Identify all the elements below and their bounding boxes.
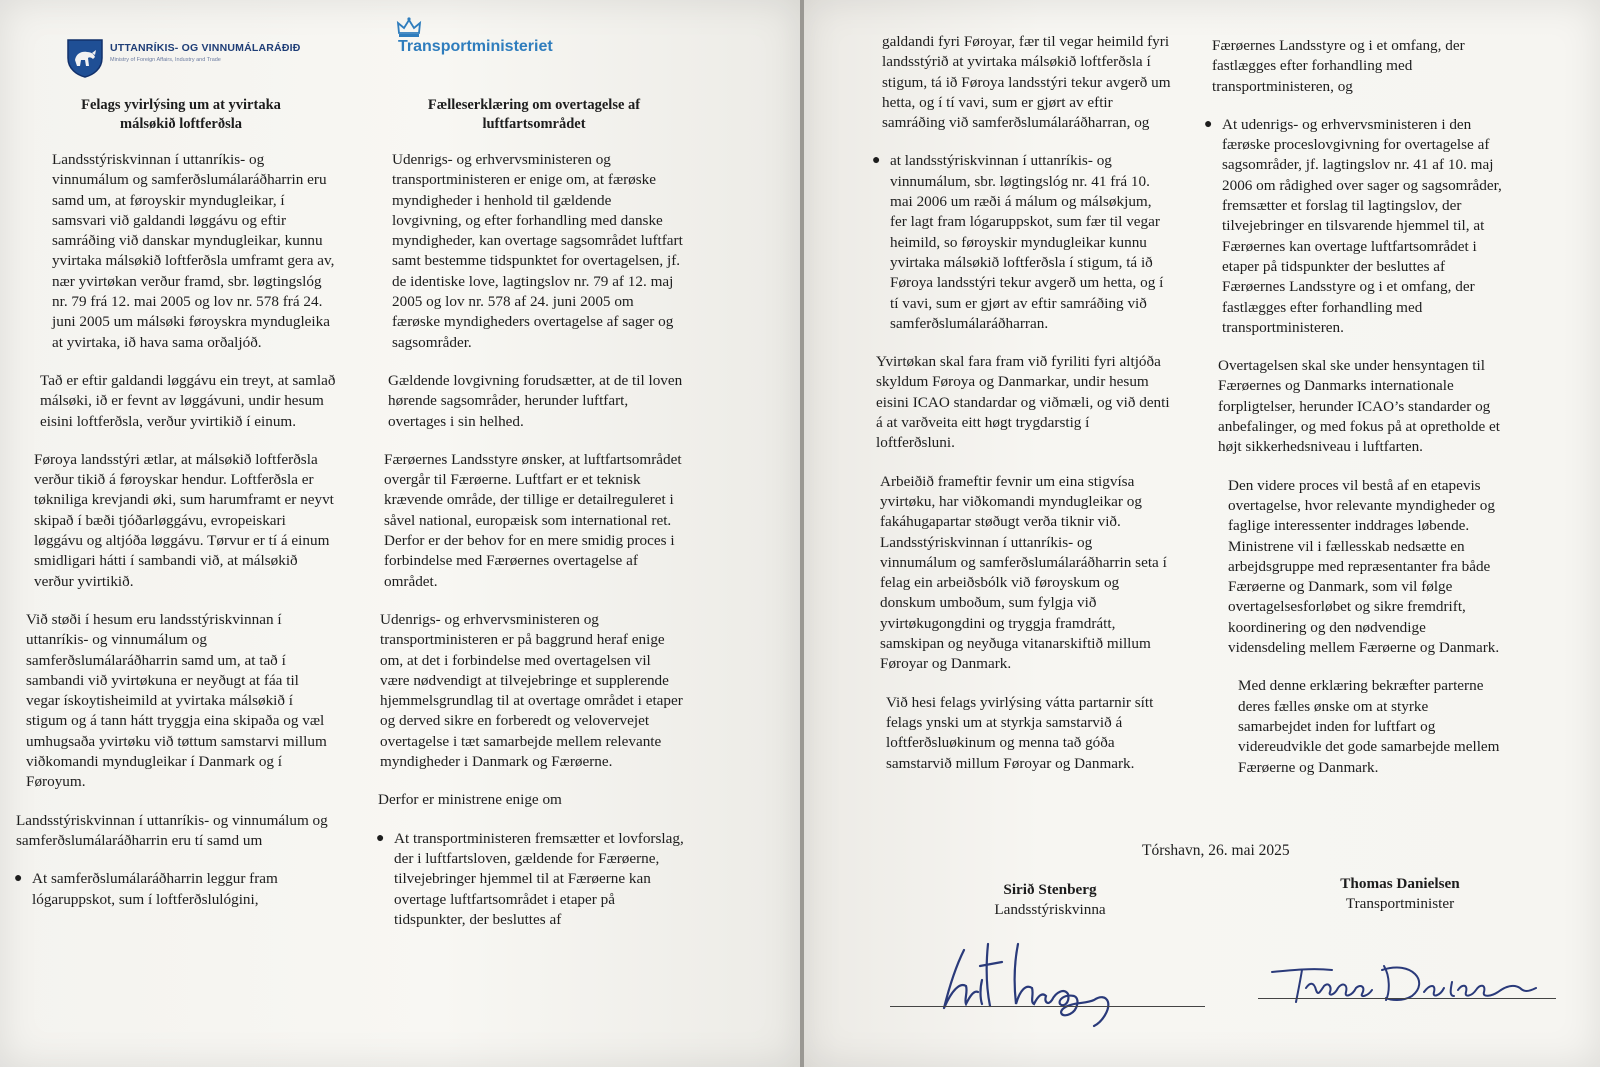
paragraph: Udenrigs- og erhvervsministeren og transportministeren er på baggrund heraf enige om, at det i forbindelse med overtagelsen vil være nødvendigt at tilvejebringe et supplerende hjemmelsgrundlag til at overtage området i etaper og derved sikre en forberedt og velovervejet overtagelse i tæt samarbejde mellem relevante myndigheder i Danmark og Færøerne. [380, 610, 683, 771]
signature-line-2 [1258, 998, 1556, 999]
paragraph: Færøernes Landsstyre ønsker, at luftfartsområdet overgår til Færøerne. Luftfart er et teknisk krævende område, der tillige er detailreguleret i såvel national, europæisk som international ret. Derfor er der behov for en mere smidig proces i forbindelse med Færøernes overtagelse af området. [384, 450, 682, 590]
signatory-1-title: Landsstýriskvinna [994, 901, 1106, 918]
paragraph: Den videre proces vil bestå af en etapevis overtagelse, hvor relevante myndigheder og faglige interessenter inddrages løbende. Ministrene vil i fællesskab nedsætte en arbejdsgruppe med repræsentanter fra både Færøerne og Danmark, som vil følge overtagelsesforløbet og sikre fremdrift, koordinering og den nødvendige vidensdeling mellem Færøerne og Danmark. [1228, 476, 1500, 657]
bullet-icon: ● [872, 153, 881, 169]
paragraph: Yvirtøkan skal fara fram við fyriliti fyri altjóða skyldum Føroya og Danmarkar, undir hesum eisini ICAO standardar og viðmæli, og við denti á at varðveita eitt høgt trygdarstig í loftferðsluni. [876, 353, 1170, 452]
danish-title: Fælleserklæring om overtagelse af luftfartsområdet [427, 97, 641, 132]
bullet-icon: ● [14, 871, 23, 887]
paragraph: Føroya landsstýri ætlar, at málsøkið loftferðsla verður tikið á føroyskar hendur. Loftferðsla er tøkniliga krevjandi øki, sum harumframt er neyvt skipað í bæði tjóðarløggávu, evropeiskari løggávu og altjóða løggávu. Tørvur er tí á einum smidligari hátti í sambandi við, at málsøkið verður yvirtikið. [34, 450, 334, 590]
danish-ministry-logo [396, 16, 616, 62]
place-and-date: Tórshavn, 26. mai 2025 [1142, 842, 1290, 859]
bullet-item [872, 151, 1172, 334]
signatory-2-title: Transportminister [1345, 895, 1455, 912]
faroese-column-1 [14, 96, 336, 928]
bullet-text: At transportministeren fremsætter et lovforslag, der i luftfartsloven, gældende for Færøerne, tilvejebringer hjemmel til at Færøerne kan overtage luftfartsområdet i etaper på tidspunkter, der besluttes af [394, 829, 684, 928]
paragraph: Overtagelsen skal ske under hensyntagen til Færøernes og Danmarks internationale forpligtelser, herunder ICAO’s standarder og anbefalinger, og med fokus på at opretholde et højt sikkerhedsniveau i luftfarten. [1218, 357, 1500, 456]
faroese-ministry-name: UTTANRÍKIS- OG VINNUMÁLARÁÐIÐ [110, 42, 301, 54]
signatory-2-name: Thomas Danielsen [1340, 875, 1460, 892]
bullet-text: at landsstýriskvinnan í uttanríkis- og vinnumálum, sbr. løgtingslóg nr. 41 frá 10. mai 2006 um ræði á málum og málsøkjum, fer lagt fram lógaruppskot, sum fær til vegar heimild, so føroyskir myndugleikar kunnu yvirtaka málsøkið loftferðsla í stigum, tá ið Føroya landsstýri tekur avgerð um hetta, og í tí vavi, sum er gjørt av eftir samráðing við samferðslumálaráðharran. [890, 152, 1164, 332]
coat-of-arms-icon [66, 38, 104, 78]
paragraph: Derfor er ministrene enige om [378, 791, 562, 809]
paragraph: galdandi fyri Føroyar, fær til vegar heimild fyri landsstýrið at yvirtaka málsøkið loftferðsla í stigum, tá ið Føroya landsstýri tekur avgerð um hetta, og í tí vavi, sum er gjørt av eftir samráðing við samferðslumálaráðharran, og [882, 33, 1171, 132]
faroese-ministry-logo [66, 36, 366, 80]
bullet-icon: ● [376, 830, 385, 846]
bullet-item [14, 869, 336, 910]
paragraph: Udenrigs- og erhvervsministeren og transportministeren er enige om, at færøske myndigheder i henhold til gældende lovgivning, og efter forhandling med danske myndigheder, kan overtage sagsområdet luftfart samt bestemme tidspunktet for overtagelsen, jf. de identiske love, lagtingslov nr. 79 af 12. maj 2005 og lov nr. 578 af 24. juni 2005 om færøske myndigheders overtagelse af sager og sagsområder. [392, 151, 683, 351]
bullet-text: At udenrigs- og erhvervsministeren i den færøske proceslovgivning for overtagelse af sagsområder, jf. lagtingslov nr. 41 af 10. maj 2006 om rådighed over sager og sagsområder, fremsætter et forslag til lagtingslov, der tilvejebringer en tilsvarende hjemmel til, at Færøernes kan overtage luftfartsområdet i etaper på tidspunkter der besluttes af Færøernes Landsstyre og i et omfang, der fastlægges efter forhandling med transportministeren. [1222, 115, 1502, 336]
signature-line-1 [890, 1006, 1205, 1007]
paragraph: Gældende lovgivning forudsætter, at de til loven hørende sagsområder, herunder luftfart, overtages i sin helhed. [388, 371, 683, 430]
bullet-icon: ● [1204, 116, 1213, 132]
faroese-title: Felags yvirlýsing um at yvirtaka málsøkið loftferðsla [81, 97, 281, 132]
signatory-1-name: Sirið Stenberg [1003, 881, 1097, 898]
faroese-column-3 [872, 32, 1172, 792]
danish-column-2 [376, 96, 684, 948]
danish-column-4 [1204, 36, 1504, 796]
paragraph: Landsstýriskvinnan í uttanríkis- og vinnumálum og samferðslumálaráðharrin eru samd um, at føroyskir myndugleikar, í samsvari við galdandi løggávu og eftir samráðing við danskar myndugleikar, kunnu yvirtaka málsøkið loftferðsla umframt gera av, nær yvirtøkan verður framd, sbr. løgtingslóg nr. 79 frá 12. mai 2005 og lov nr. 578 frá 24. juni 2005 um málsøki føroyskra myndugleika at yvirtaka, ið hava sama orðaljóð. [52, 151, 335, 351]
danish-ministry-name: Transportministeriet [398, 38, 553, 55]
bullet-text: At samferðslumálaráðharrin leggur fram lógaruppskot, sum í loftferðslulógini, [32, 870, 278, 908]
paragraph: Landsstýriskvinnan í uttanríkis- og vinnumálum og samferðslumálaráðharrin eru tí samd um [16, 811, 328, 849]
paragraph: Við støði í hesum eru landsstýriskvinnan í uttanríkis- og vinnumálum og samferðslumálaráðharrin samd um, at tað í sambandi við yvirtøkuna er neyðugt at fáa til vegar ískoytisheimild at yvirtaka málsøkið í stigum og á tann hátt tryggja eina skipaða og væl umhugsaða yvirtøku við tøttum samstarvi millum viðkomandi myndugleikar í Danmark og í Føroyum. [26, 610, 327, 791]
signature-2-image [1262, 952, 1562, 1012]
bullet-item [376, 829, 684, 930]
faroese-ministry-subtitle: Ministry of Foreign Affairs, Industry and Trade [110, 57, 221, 63]
paragraph: Tað er eftir galdandi løggávu ein treyt, at samlað málsøki, ið er fevnt av løggávuni, undir hesum eisini loftferðsla, verður yvirtikið í einum. [40, 371, 336, 430]
paragraph: Við hesi felags yvirlýsing vátta partarnir sítt felags ynski um at styrkja samstarvið á loftferðsluøkinum og menna tað góða samstarvið millum Føroyar og Danmark. [886, 693, 1154, 772]
signatory-2-block [1300, 874, 1500, 914]
signatory-1-block [950, 880, 1150, 920]
paragraph: Færøernes Landsstyre og i et omfang, der fastlægges efter forhandling med transportministeren, og [1212, 37, 1465, 95]
paragraph: Arbeiðið frameftir fevnir um eina stigvísa yvirtøku, har viðkomandi myndugleikar og fakáhugapartar støðugt verða tiknir við. Landsstýriskvinnan í uttanríkis- og vinnumálum og samferðslumálaráðharrin seta í felag ein arbeiðsbólk við føroyskum og donskum umboðum, sum fylgja við yvirtøkugongdini og tryggja framdrátt, samskipan og neyðuga vitanarskiftið millum Føroyar og Danmark. [880, 472, 1167, 673]
crown-icon [396, 16, 422, 38]
signature-1-image [930, 930, 1130, 1030]
paragraph: Med denne erklæring bekræfter parterne deres fælles ønske om at styrke samarbejdet inden for luftfart og videreudvikle det gode samarbejde mellem Færøerne og Danmark. [1238, 677, 1500, 776]
bullet-item [1204, 115, 1504, 338]
